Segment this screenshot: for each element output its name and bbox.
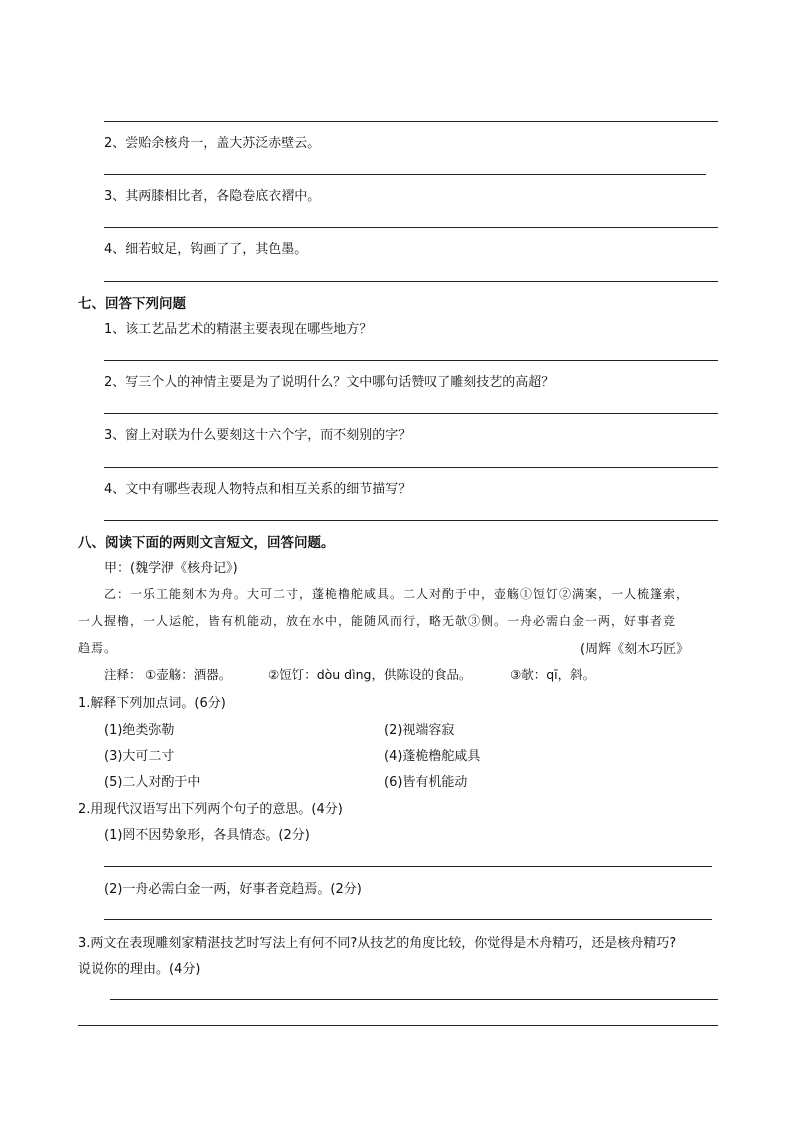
- note-3: ③欹：qī，斜。: [510, 667, 596, 682]
- question-item: 4、细若蚊足，钩画了了，其色墨。: [104, 242, 308, 257]
- word-item: (5)二人对酌于中: [104, 775, 201, 790]
- answer-line[interactable]: [104, 413, 718, 414]
- section-heading-7: 七、回答下列问题: [78, 296, 186, 312]
- notes-label: 注释：: [104, 667, 142, 682]
- passage-b-line: 乙：一乐工能刻木为舟。大可二寸，蓬桅橹舵咸具。二人对酌于中，壶觞①饾饤②满案，一人梳篷索，: [104, 587, 690, 601]
- passage-source: (周辉《刻木巧匠》: [580, 642, 690, 657]
- answer-line[interactable]: [104, 174, 706, 175]
- question-item: 4、文中有哪些表现人物特点和相互关系的细节描写？: [104, 482, 412, 497]
- passage-a: 甲：(魏学洢《核舟记》): [104, 561, 238, 576]
- question-item: 2、写三个人的神情主要是为了说明什么？文中哪句话赞叹了雕刻技艺的高超？: [104, 375, 555, 390]
- word-item: (6)皆有机能动: [384, 775, 468, 790]
- answer-line[interactable]: [104, 467, 718, 468]
- sentence-item: (2)一舟必需白金一两，好事者竞趋焉。(2分): [104, 882, 362, 897]
- answer-line[interactable]: [104, 520, 718, 521]
- question-title: 2.用现代汉语写出下列两个句子的意思。(4分): [78, 802, 343, 817]
- question-title: 3.两文在表现雕刻家精湛技艺时写法上有何不同?从技艺的角度比较，你觉得是木舟精巧，还是核舟精巧?: [78, 936, 677, 951]
- passage-b-line: 趋焉。: [78, 641, 118, 655]
- answer-line[interactable]: [104, 121, 718, 122]
- answer-line[interactable]: [110, 999, 718, 1000]
- answer-line[interactable]: [104, 866, 712, 867]
- question-item: 3、其两膝相比者，各隐卷底衣褶中。: [104, 189, 321, 204]
- answer-line[interactable]: [78, 1025, 718, 1026]
- answer-line[interactable]: [104, 281, 718, 282]
- word-item: (2)视端容寂: [384, 723, 455, 738]
- answer-line[interactable]: [104, 227, 718, 228]
- question-item: 3、窗上对联为什么要刻这十六个字，而不刻别的字？: [104, 428, 412, 443]
- note-2: ②饾饤：dòu dìng，供陈设的食品。: [268, 667, 472, 682]
- sentence-item: (1)罔不因势象形，各具情态。(2分): [104, 828, 310, 843]
- question-title: 1.解释下列加点词。(6分): [78, 696, 226, 711]
- question-title: 说说你的理由。(4分): [78, 962, 201, 977]
- word-item: (1)绝类弥勒: [104, 723, 175, 738]
- word-item: (3)大可二寸: [104, 749, 175, 764]
- section-heading-8: 八、阅读下面的两则文言短文，回答问题。: [78, 535, 335, 551]
- note-1: ①壶觞：酒器。: [145, 667, 232, 682]
- answer-line[interactable]: [104, 360, 718, 361]
- question-item: 1、该工艺品艺术的精湛主要表现在哪些地方？: [104, 322, 373, 337]
- question-item: 2、尝贻余核舟一，盖大苏泛赤壁云。: [104, 136, 321, 151]
- answer-line[interactable]: [104, 919, 712, 920]
- passage-b-line: 一人握橹，一人运舵，皆有机能动，放在水中，能随风而行，略无欹③侧。一舟必需白金一两，好事者竞: [78, 614, 677, 628]
- word-item: (4)蓬桅橹舵咸具: [384, 749, 481, 764]
